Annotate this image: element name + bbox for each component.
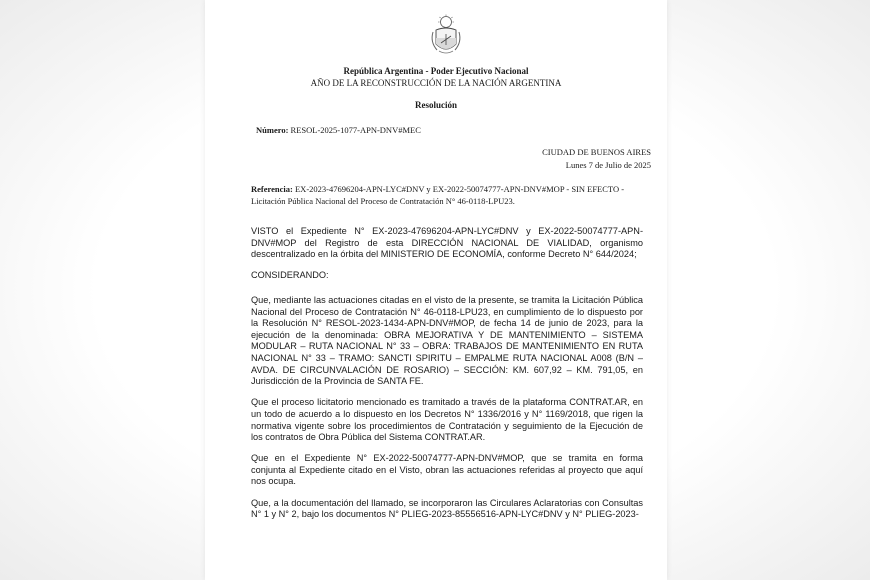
body-paragraph: Que, a la documentación del llamado, se incorporaron las Circulares Aclaratorias con Consultas N° 1 y N° 2, bajo los documentos N° PLIEG-2023-85556516-APN-LYC#DNV y N° PLIEG-2023- bbox=[251, 497, 643, 520]
document-number-value: RESOL-2025-1077-APN-DNV#MEC bbox=[290, 125, 421, 135]
reference-text: EX-2023-47696204-APN-LYC#DNV y EX-2022-50074777-APN-DNV#MOP - SIN EFECTO - Licitación Pública Nacional del Proceso de Contratación N° 46-0118-LPU23. bbox=[251, 184, 625, 206]
reference bbox=[251, 183, 647, 207]
body-paragraph: Que en el Expediente N° EX-2022-50074777-APN-DNV#MOP, que se tramita en forma conjunta al Expediente citado en el Visto, obran las actuaciones referidas al proyecto que aquí nos ocupa. bbox=[251, 453, 643, 487]
document-number-label: Número: bbox=[256, 125, 289, 135]
year-motto: AÑO DE LA RECONSTRUCCIÓN DE LA NACIÓN ARGENTINA bbox=[310, 78, 562, 88]
date-text: Lunes 7 de Julio de 2025 bbox=[565, 160, 651, 170]
document-body bbox=[251, 226, 643, 530]
body-paragraph: Que, mediante las actuaciones citadas en el visto de la presente, se tramita la Licitación Pública Nacional del Proceso de Contratación N° 46-0118-LPU23, en cumplimiento de lo dispuesto por la Resolución N° RESOL-2023-1434-APN-DNV#MOP, de fecha 14 de junio de 2023, para la ejecución de la denominada: OBRA MEJORATIVA Y DE MANTENIMIENTO – SISTEMA MODULAR – RUTA NACIONAL N° 33 – OBRA: TRABAJOS DE MANTENIMIENTO EN RUTA NACIONAL N° 33 – TRAMO: SANCTI SPIRITU – EMPALME RUTA NACIONAL A008 (B/N – AVDA. DE CIRCUNVALACIÓN DE ROSARIO) – SECCIÓN: KM. 607,92 – KM. 791,05, en Jurisdicción de la Provincia de SANTA FE. bbox=[251, 294, 643, 387]
coat-of-arms-icon bbox=[429, 14, 463, 56]
body-paragraph: Que el proceso licitatorio mencionado es tramitado a través de la plataforma CONTRAT.AR, en un todo de acuerdo a lo dispuesto en los Decretos N° 1336/2016 y N° 1169/2018, que rigen la normativa vigente sobre los procedimientos de Contratación y seguimiento de la Ejecución de los contratos de Obra Pública del Sistema CONTRAT.AR. bbox=[251, 397, 643, 443]
place-and-date bbox=[542, 146, 651, 172]
government-header: República Argentina - Poder Ejecutivo Nacional bbox=[343, 66, 529, 76]
reference-label: Referencia: bbox=[251, 184, 293, 194]
city-text: CIUDAD DE BUENOS AIRES bbox=[542, 147, 651, 157]
document-number bbox=[256, 125, 421, 135]
visto-paragraph: VISTO el Expediente N° EX-2023-47696204-APN-LYC#DNV y EX-2022-50074777-APN-DNV#MOP del Registro de esta DIRECCIÓN NACIONAL DE VIALIDAD, organismo descentralizado en la órbita del MINISTERIO DE ECONOMÍA, conforme Decreto N° 644/2024; bbox=[251, 226, 643, 260]
document-page bbox=[205, 0, 667, 580]
considerando-heading: CONSIDERANDO: bbox=[251, 270, 329, 281]
document-type-title: Resolución bbox=[414, 100, 457, 110]
